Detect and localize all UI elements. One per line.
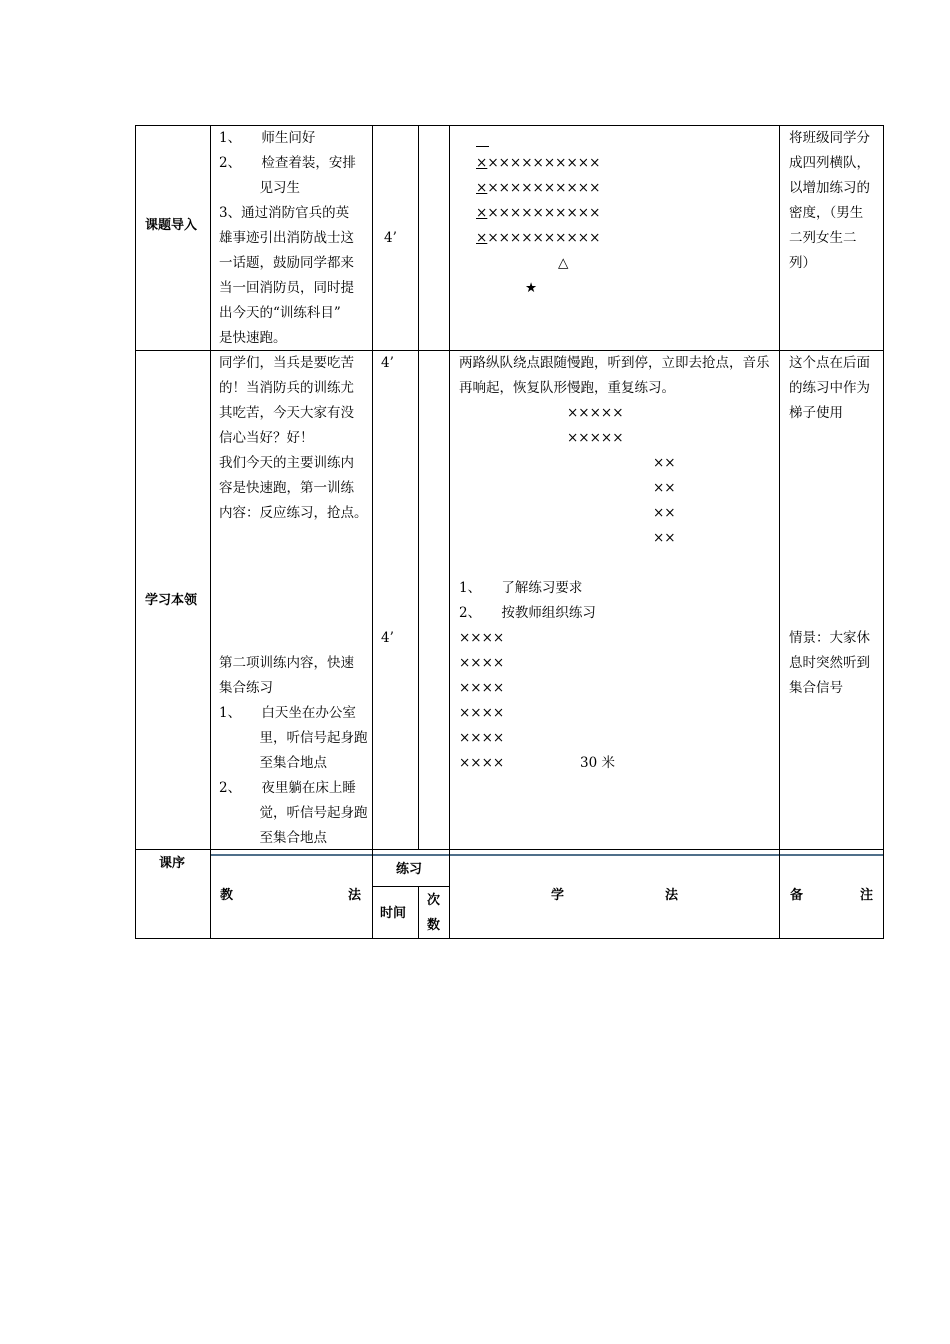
remark-line: 二列女生二 <box>789 230 857 246</box>
header-learning: 学 <box>551 888 565 903</box>
teaching-line: 第二项训练内容，快速 <box>219 655 354 671</box>
col-line <box>418 125 419 850</box>
teacher-triangle-icon: △ <box>558 255 569 271</box>
teaching-line: 我们今天的主要训练内 <box>219 455 354 471</box>
teaching-line: 1、 白天坐在办公室 <box>219 705 356 721</box>
col-line <box>883 125 884 939</box>
formation-row: ×× <box>653 530 676 546</box>
method-line: 再响起，恢复队形慢跑，重复练习。 <box>459 380 675 396</box>
teaching-line: 集合练习 <box>219 680 273 696</box>
remark-line: 的练习中作为 <box>789 380 870 396</box>
header-practice: 练习 <box>396 862 423 877</box>
formation-marker <box>476 146 489 147</box>
header-count: 数 <box>427 918 441 933</box>
teaching-line: 一话题，鼓励同学都来 <box>219 255 354 271</box>
teaching-line: 3、通过消防官兵的英 <box>219 205 350 221</box>
teaching-line: 2、 夜里躺在床上睡 <box>219 780 356 796</box>
teaching-line: 是快速跑。 <box>219 330 287 346</box>
header-learning: 法 <box>665 888 679 903</box>
teaching-line: 当一回消防员，同时提 <box>219 280 354 296</box>
header-count: 次 <box>427 893 441 908</box>
formation-row: ××××××××××× <box>476 155 601 171</box>
teaching-line: 见习生 <box>219 180 300 196</box>
teaching-line: 至集合地点 <box>219 755 327 771</box>
teaching-line: 雄事迹引出消防战士这 <box>219 230 354 246</box>
formation-row: ××××××××××× <box>476 230 601 246</box>
formation-row: ×× <box>653 480 676 496</box>
header-teaching: 教 <box>220 888 234 903</box>
remark-line: 以增加练习的 <box>789 180 870 196</box>
formation-row: ×××× <box>459 705 505 721</box>
header-remark: 注 <box>860 888 874 903</box>
teaching-line: 1、 师生问好 <box>219 130 316 146</box>
col-line <box>449 125 450 939</box>
header-teaching: 法 <box>348 888 362 903</box>
header-order: 课序 <box>159 856 186 871</box>
remark-line: 密度，（男生 <box>789 205 864 221</box>
formation-row: ×××× <box>459 680 505 696</box>
teaching-line: 同学们，当兵是要吃苦 <box>219 355 354 371</box>
formation-row: ×× <box>653 455 676 471</box>
teaching-line: 其吃苦，今天大家有没 <box>219 405 354 421</box>
section-label: 学习本领 <box>145 593 198 608</box>
time-value: 4’ <box>381 630 394 646</box>
header-time: 时间 <box>380 906 407 921</box>
col-line <box>779 125 780 939</box>
method-step: 1、 了解练习要求 <box>459 580 583 596</box>
practice-subdivider <box>372 886 450 887</box>
remark-line: 将班级同学分 <box>789 130 870 146</box>
remark-line: 成四列横队， <box>789 155 870 171</box>
remark-line: 情景：大家休 <box>789 630 870 646</box>
col-line <box>135 125 136 939</box>
header-divider <box>210 854 884 856</box>
formation-row: ××××××××××× <box>476 205 601 221</box>
teaching-line: 里，听信号起身跑 <box>219 730 368 746</box>
header-remark: 备 <box>790 888 804 903</box>
star-icon: ★ <box>525 280 538 296</box>
method-step: 2、 按教师组织练习 <box>459 605 596 621</box>
formation-row: ××××× <box>567 405 624 421</box>
formation-row: ××××××××××× <box>476 180 601 196</box>
section-label: 课题导入 <box>145 218 198 233</box>
remark-line: 息时突然听到 <box>789 655 870 671</box>
formation-row: ×××× <box>459 655 505 671</box>
teaching-line: 的！当消防兵的训练尤 <box>219 380 354 396</box>
time-value: 4’ <box>384 230 397 246</box>
method-line: 两路纵队绕点跟随慢跑，听到停，立即去抢点，音乐 <box>459 355 770 371</box>
formation-row: ××××× <box>567 430 624 446</box>
formation-row: ×××× <box>459 730 505 746</box>
teaching-line: 容是快速跑，第一训练 <box>219 480 354 496</box>
teaching-line: 内容：反应练习，抢点。 <box>219 505 368 521</box>
distance-label: 30 米 <box>580 755 615 771</box>
teaching-line: 觉，听信号起身跑 <box>219 805 368 821</box>
remark-line: 集合信号 <box>789 680 843 696</box>
remark-line: 列） <box>789 255 816 271</box>
teaching-line: 出今天的“训练科目” <box>219 305 341 321</box>
col-line <box>418 886 419 939</box>
col-line <box>210 125 211 939</box>
time-value: 4’ <box>381 355 394 371</box>
remark-line: 梯子使用 <box>789 405 843 421</box>
table-border-bottom <box>135 938 884 939</box>
teaching-line: 信心当好？好！ <box>219 430 314 446</box>
formation-row: ×××× <box>459 630 505 646</box>
formation-row: ×××× <box>459 755 505 771</box>
formation-row: ×× <box>653 505 676 521</box>
teaching-line: 至集合地点 <box>219 830 327 846</box>
teaching-line: 2、 检查着装，安排 <box>219 155 356 171</box>
col-line <box>372 125 373 939</box>
remark-line: 这个点在后面 <box>789 355 870 371</box>
